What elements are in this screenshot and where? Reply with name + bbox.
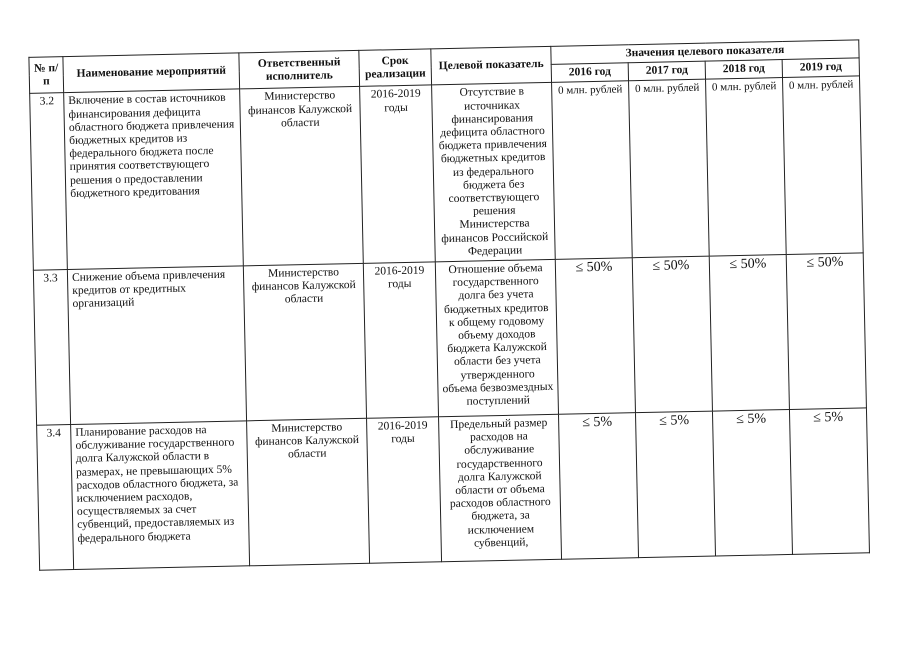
row-value: 0 млн. рублей <box>552 81 633 259</box>
row-indicator: Отсутствие в источниках финансирования дефицита областного бюджета привлечения бюджетных кредитов из федерального бюджета без соответствующего решения Министерства финансов Российской Федерации <box>432 83 556 262</box>
row-num: 3.2 <box>30 93 68 270</box>
row-value: ≤ 50% <box>632 256 712 413</box>
row-indicator: Отношение объема государственного долга без учета бюджетных кредитов к общему годовому объему доходов бюджета Калужской области без учета утвержденного объема безвозмездных поступлений <box>435 259 558 416</box>
header-name: Наименование мероприятий <box>63 53 240 93</box>
row-value: 0 млн. рублей <box>706 78 787 256</box>
row-num: 3.3 <box>33 270 70 426</box>
header-num: № п/п <box>29 57 64 94</box>
row-value: ≤ 50% <box>555 258 635 415</box>
row-value: ≤ 5% <box>789 408 869 555</box>
row-indicator: Предельный размер расходов на обслуживание государственного долга Калужской области от объема расходов областного бюджета, за исключением субвенций, <box>439 414 562 561</box>
table-row <box>30 76 864 270</box>
row-executor: Министерство финансов Калужской области <box>247 418 370 565</box>
header-year: 2016 год <box>551 63 628 83</box>
row-value: ≤ 5% <box>558 413 638 560</box>
header-year: 2019 год <box>782 58 859 78</box>
row-executor: Министерство финансов Калужской области <box>240 87 364 266</box>
row-name: Планирование расходов на обслуживание государственного долга Калужской области в размерах, не превышающих 5% расходов областного бюджета, за исключением расходов, осуществляемых за счет субвенций, предоставляемых из федерального бюджета <box>71 421 250 570</box>
row-value: 0 млн. рублей <box>629 80 710 258</box>
table-row <box>37 408 870 570</box>
row-term: 2016-2019 годы <box>363 262 438 418</box>
row-value: ≤ 5% <box>635 411 715 558</box>
header-indicator: Целевой показатель <box>431 46 552 85</box>
row-value: ≤ 50% <box>709 255 789 412</box>
header-year: 2018 год <box>705 60 782 80</box>
row-term: 2016-2019 годы <box>360 85 436 263</box>
row-name: Снижение объема привлечения кредитов от кредитных организаций <box>67 266 246 425</box>
table-row <box>33 253 866 425</box>
header-term: Срок реализации <box>359 49 432 87</box>
row-term: 2016-2019 годы <box>367 417 442 563</box>
row-num: 3.4 <box>37 425 74 571</box>
row-executor: Министерство финансов Калужской области <box>243 263 366 420</box>
header-executor: Ответственный исполнитель <box>239 50 360 89</box>
row-name: Включение в состав источников финансирования дефицита областного бюджета привлечения бюджетных кредитов из федерального бюджета после принятия соответствующего решения о предоставлении бюджетного кредитования <box>64 89 244 269</box>
header-year: 2017 год <box>628 61 705 81</box>
row-value: ≤ 5% <box>712 410 792 557</box>
header-values-group: Значения целевого показателя <box>551 40 859 65</box>
targets-table <box>28 39 870 570</box>
row-value: ≤ 50% <box>786 253 866 410</box>
row-value: 0 млн. рублей <box>783 76 864 254</box>
